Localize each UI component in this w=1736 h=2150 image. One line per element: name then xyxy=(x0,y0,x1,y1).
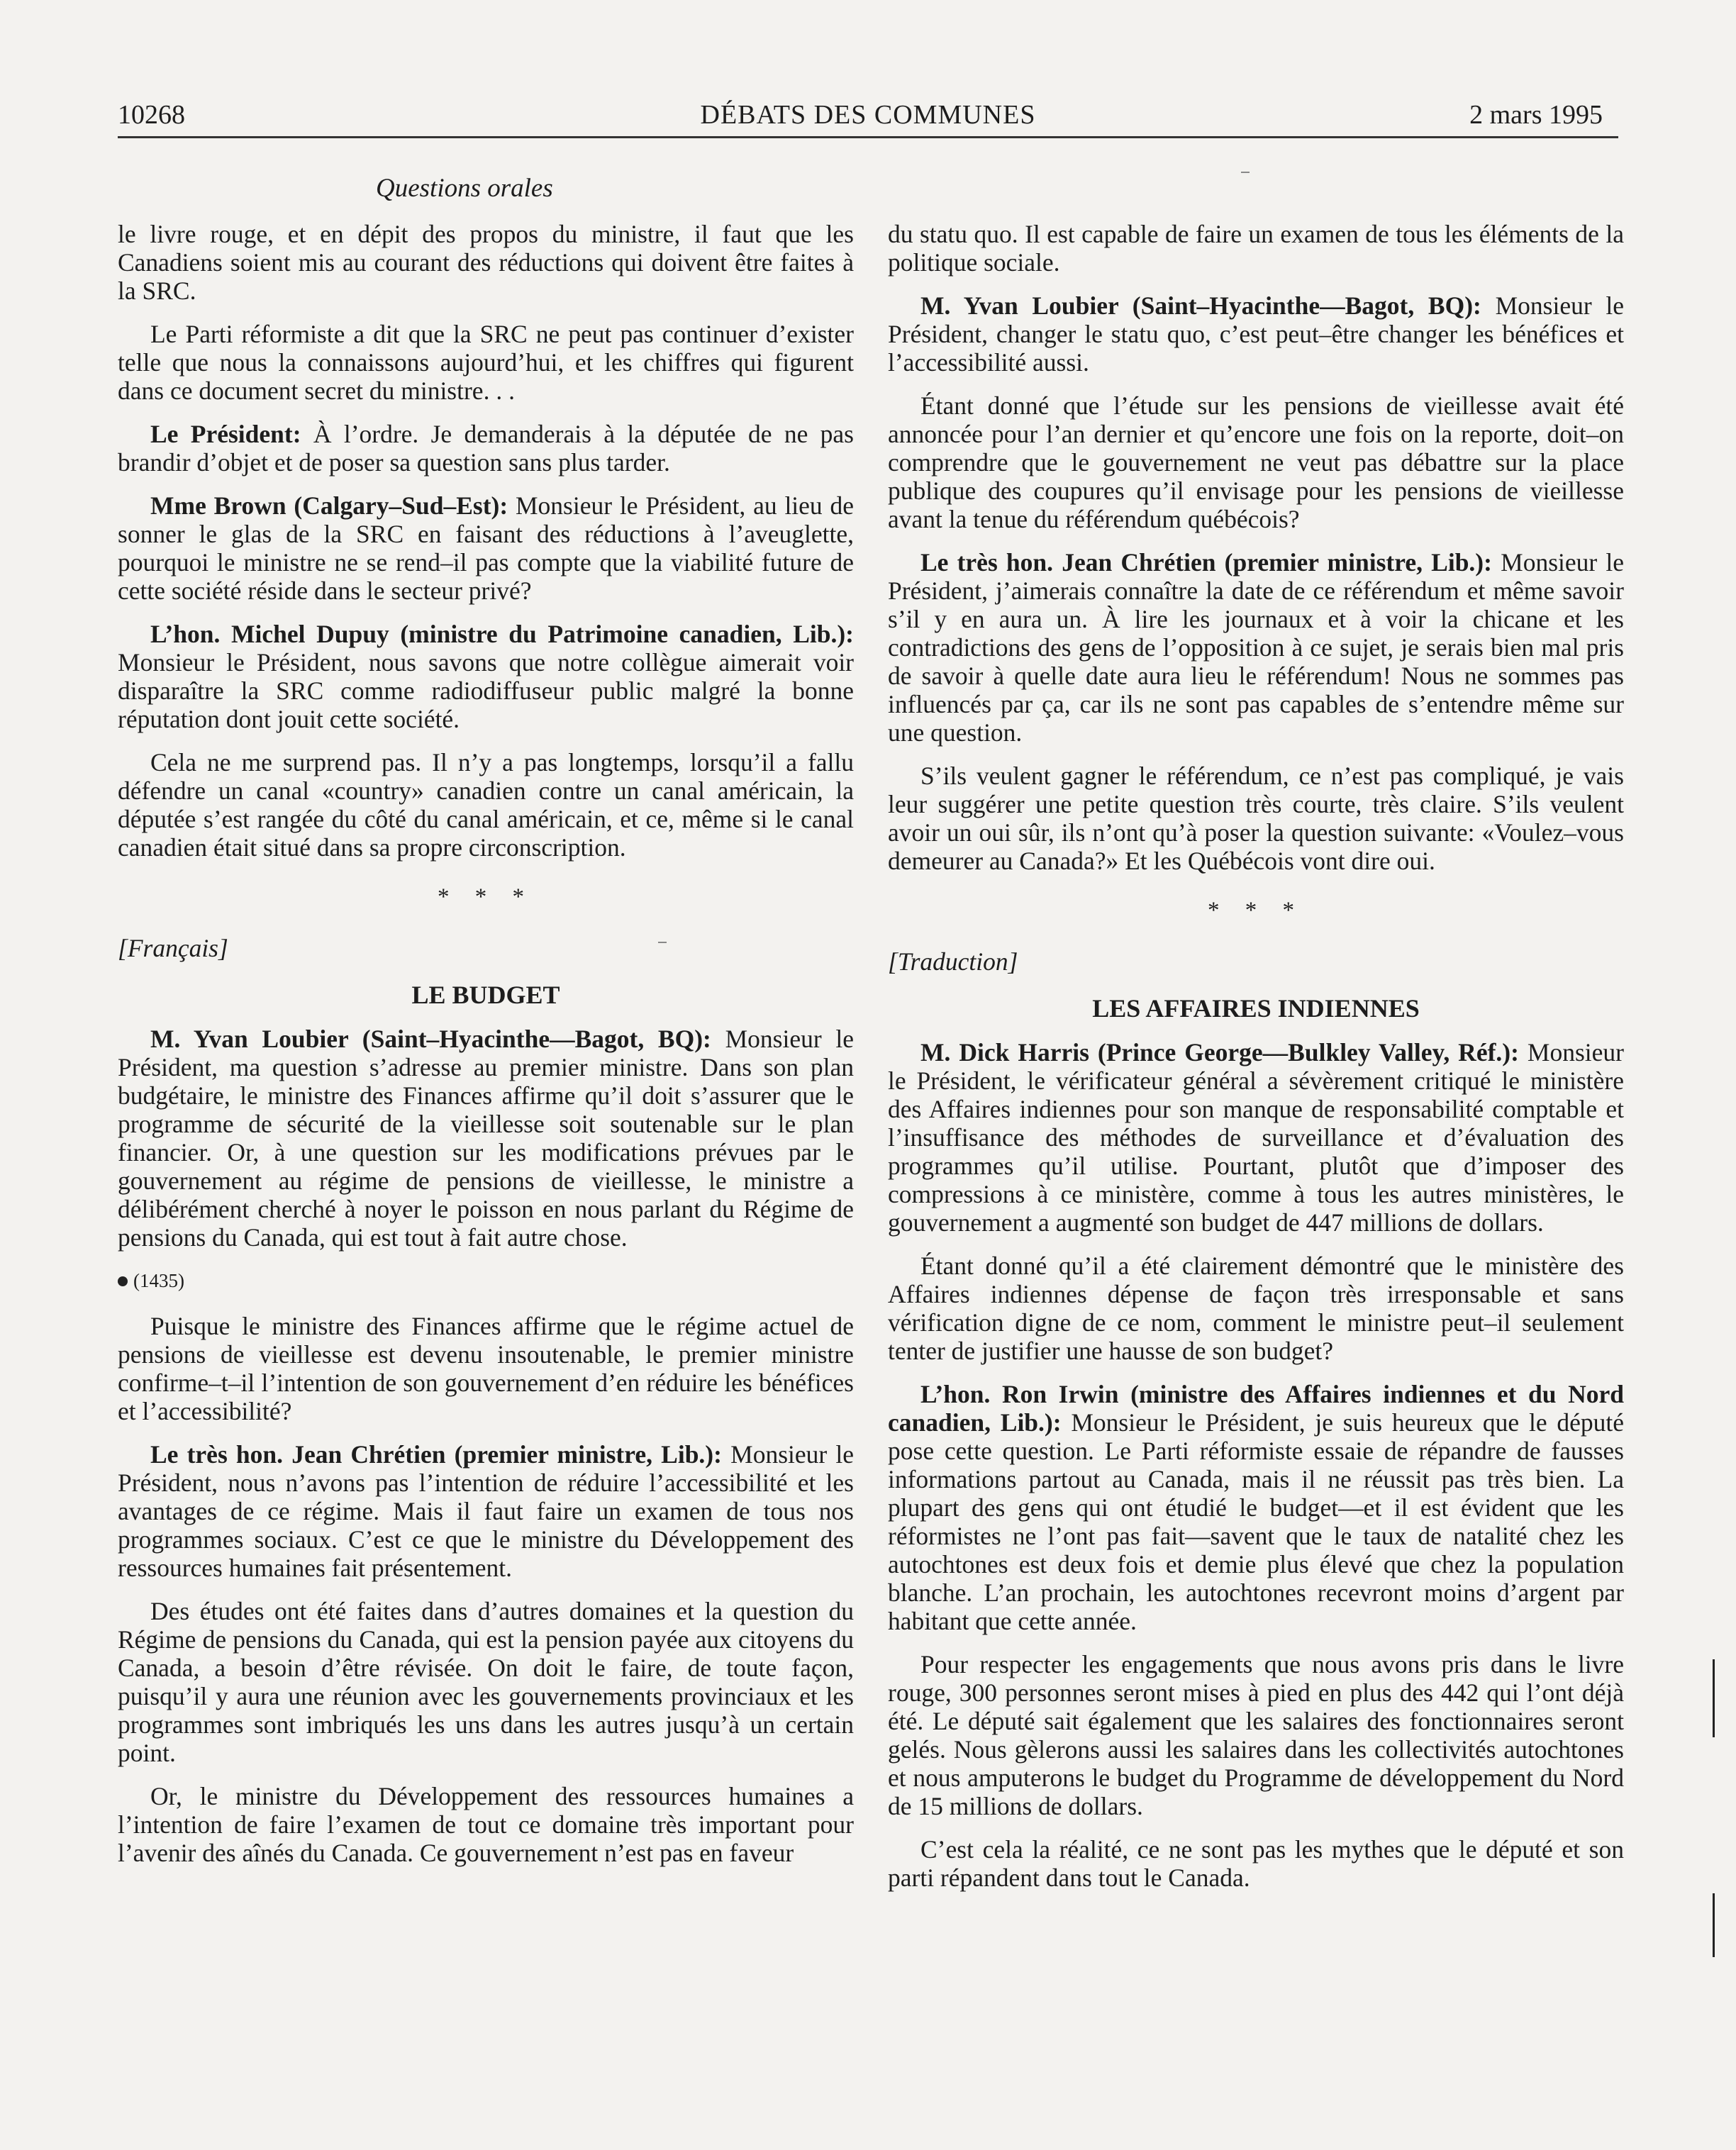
speech-text: Monsieur le Président, au lieu de sonner le glas de la SRC en faisant des réductions à l’aveuglette, pourquoi le ministre ne se rend–il pas compte que la viabilité future de cette société réside dans le secteur privé? xyxy=(118,491,855,605)
paragraph: Étant donné qu’il a été clairement démontré que le ministère des Affaires indiennes dépense de façon très irresponsable et sans vérification digne de ce nom, comment le ministre peut–il seulement tenter de justifier une hausse de son budget? xyxy=(888,1252,1624,1365)
paragraph: Cela ne me surprend pas. Il n’y a pas longtemps, lorsqu’il a fallu défendre un canal «country» canadien contre un canal américain, la députée s’est rangée du côté du canal américain, et ce, même si le canal canadien était situé dans sa propre circonscription. xyxy=(118,748,854,862)
paragraph xyxy=(118,491,854,605)
speaker-name: M. Dick Harris (Prince George—Bulkley Valley, Réf.): xyxy=(920,1038,1519,1066)
speaker-name: Le très hon. Jean Chrétien (premier ministre, Lib.): xyxy=(920,548,1492,577)
paragraph: Pour respecter les engagements que nous avons pris dans le livre rouge, 300 personnes seront mises à pied en plus des 442 qui l’ont déjà été. Le député sait également que les salaires des fonctionnaires seront gelés. Nous gèlerons aussi les salaires dans les collectivités autochtones et nous amputerons le budget du Programme de développement du Nord de 15 millions de dollars. xyxy=(888,1650,1624,1820)
paragraph: du statu quo. Il est capable de faire un examen de tous les éléments de la politique sociale. xyxy=(888,220,1624,277)
speech-text: Monsieur le Président, je suis heureux que le député pose cette question. Le Parti réformiste essaie de répandre de fausses informations partout au Canada, mais il ne réussit pas très bien. La plupart des gens qui ont étudié le budget—et il est évident que les réformistes ne l’ont pas fait—savent que le taux de natalité chez les autochtones est deux fois et demie plus élevé que chez la population blanche. L’an prochain, les autochtones recevront moins d’argent par habitant que cette année. xyxy=(888,1408,1624,1635)
speech-text: Monsieur le Président, le vérificateur général a sévèrement critiqué le ministère des Affaires indiennes pour son manque de responsabilité comptable et l’insuffisance des méthodes de surveillance et d’évaluation des programmes qu’il utilise. Pourtant, plutôt que d’imposer des compressions à ce ministère, comme à tous les autres ministères, le gouvernement a augmenté son budget de 447 millions de dollars. xyxy=(888,1038,1624,1237)
speaker-name: M. Yvan Loubier (Saint–Hyacinthe—Bagot, BQ): xyxy=(150,1025,711,1053)
section-heading: LES AFFAIRES INDIENNES xyxy=(1092,994,1420,1023)
paragraph xyxy=(118,1440,854,1582)
paragraph xyxy=(118,420,854,477)
paragraph xyxy=(888,548,1624,747)
scan-edge-mark xyxy=(1713,1893,1715,1957)
left-column xyxy=(118,220,854,1882)
bullet-icon xyxy=(118,1276,128,1286)
paragraph xyxy=(118,1025,854,1252)
speaker-name: L’hon. Michel Dupuy (ministre du Patrimoine canadien, Lib.): xyxy=(150,620,854,648)
section-heading: LE BUDGET xyxy=(411,981,560,1009)
paragraph: S’ils veulent gagner le référendum, ce n’est pas compliqué, je vais leur suggérer une petite question très courte, très claire. S’ils veulent avoir un oui sûr, ils n’ont qu’à poser la question suivante: «Voulez–vous demeurer au Canada?» Et les Québécois vont dire oui. xyxy=(888,762,1624,875)
speech-text: Monsieur le Président, nous savons que notre collègue aimerait voir disparaître la SRC comme radiodiffuseur public malgré la bonne réputation dont jouit cette société. xyxy=(118,648,854,733)
speaker-name: L’hon. Ron Irwin (ministre des Affaires indiennes et du Nord canadien, Lib.): xyxy=(888,1380,1624,1437)
paragraph xyxy=(888,291,1624,377)
paragraph: C’est cela la réalité, ce ne sont pas les mythes que le député et son parti répandent dans tout le Canada. xyxy=(888,1835,1624,1892)
speech-text: À l’ordre. Je demanderais à la députée de ne pas brandir d’objet et de poser sa question sans plus tarder. xyxy=(118,420,854,477)
time-marker xyxy=(118,1266,854,1295)
time-marker-text: (1435) xyxy=(133,1270,184,1291)
paragraph xyxy=(118,620,854,733)
paragraph: Étant donné que l’étude sur les pensions de vieillesse avait été annoncée pour l’an dernier et qu’encore une fois on la reporte, doit–on comprendre que le gouvernement ne veut pas débattre sur la place publique des coupures qu’il envisage pour les pensions de vieillesse avant la tenue du référendum québécois? xyxy=(888,391,1624,533)
section-label: Questions orales xyxy=(376,174,553,203)
paragraph: Puisque le ministre des Finances affirme que le régime actuel de pensions de vieillesse est devenu insoutenable, le premier ministre confirme–t–il l’intention de son gouvernement d’en réduire les bénéfices et l’accessibilité? xyxy=(118,1312,854,1425)
publication-title: DÉBATS DES COMMUNES xyxy=(700,100,1036,130)
paragraph xyxy=(888,1380,1624,1635)
scan-mark xyxy=(1241,172,1250,173)
paragraph: le livre rouge, et en dépit des propos du ministre, il faut que les Canadiens soient mis au courant des réductions qui doivent être faites à la SRC. xyxy=(118,220,854,305)
paragraph: Or, le ministre du Développement des ressources humaines a l’intention de faire l’examen de tout ce domaine très important pour l’avenir des aînés du Canada. Ce gouvernement n’est pas en faveur xyxy=(118,1782,854,1867)
language-tag: [Traduction] xyxy=(888,947,1018,976)
paragraph: Des études ont été faites dans d’autres domaines et la question du Régime de pensions du Canada, qui est la pension payée aux citoyens du Canada, a besoin d’être révisée. On doit le faire, de toute façon, puisqu’il y aura une réunion avec les gouvernements provinciaux et les programmes sont imbriqués les uns dans les autres jusqu’à un certain point. xyxy=(118,1597,854,1767)
page-header xyxy=(118,99,1618,138)
section-separator: * * * xyxy=(1208,898,1304,923)
speech-text: Monsieur le Président, ma question s’adresse au premier ministre. Dans son plan budgétaire, le ministre des Finances affirme qu’il doit s’assurer que le programme de sécurité de la vieillesse soit soutenable sur le plan financier. Or, à une question sur les modifications prévues par le gouvernement au régime de pensions de vieillesse, le ministre a délibérément cherché à noyer le poisson en nous parlant du Régime de pensions du Canada, qui est tout à fait autre chose. xyxy=(118,1025,854,1252)
section-separator: * * * xyxy=(438,884,534,910)
page-number: 10268 xyxy=(118,100,185,130)
speech-text: Monsieur le Président, j’aimerais connaître la date de ce référendum et même savoir s’il y en aura un. À lire les journaux et à voir la chicane et les contradictions des gens de l’opposition à ce sujet, je serais bien mal pris de savoir à quelle date aura lieu le référendum! Nous ne sommes pas influencés par ça, car ils ne sont pas capables de s’entendre même sur une question. xyxy=(888,548,1624,747)
speech-text: Monsieur le Président, nous n’avons pas l’intention de réduire l’accessibilité et les avantages de ce régime. Mais il faut faire un examen de tous nos programmes sociaux. C’est ce que le ministre du Développement des ressources humaines fait présentement. xyxy=(118,1440,854,1582)
language-tag: [Français] xyxy=(118,934,228,962)
scan-edge-mark xyxy=(1713,1659,1715,1737)
speaker-name: M. Yvan Loubier (Saint–Hyacinthe—Bagot, BQ): xyxy=(920,291,1481,320)
paragraph xyxy=(888,1038,1624,1237)
speaker-name: Mme Brown (Calgary–Sud–Est): xyxy=(150,491,508,520)
paragraph: Le Parti réformiste a dit que la SRC ne peut pas continuer d’exister telle que nous la connaissons aujourd’hui, et les chiffres qui figurent dans ce document secret du ministre. . . xyxy=(118,320,854,405)
publication-date: 2 mars 1995 xyxy=(1469,100,1603,130)
right-column xyxy=(888,220,1624,1907)
speaker-name: Le Président: xyxy=(150,420,301,448)
speech-text: Monsieur le Président, changer le statu quo, c’est peut–être changer les bénéfices et l’accessibilité aussi. xyxy=(888,291,1624,377)
speaker-name: Le très hon. Jean Chrétien (premier ministre, Lib.): xyxy=(150,1440,722,1469)
